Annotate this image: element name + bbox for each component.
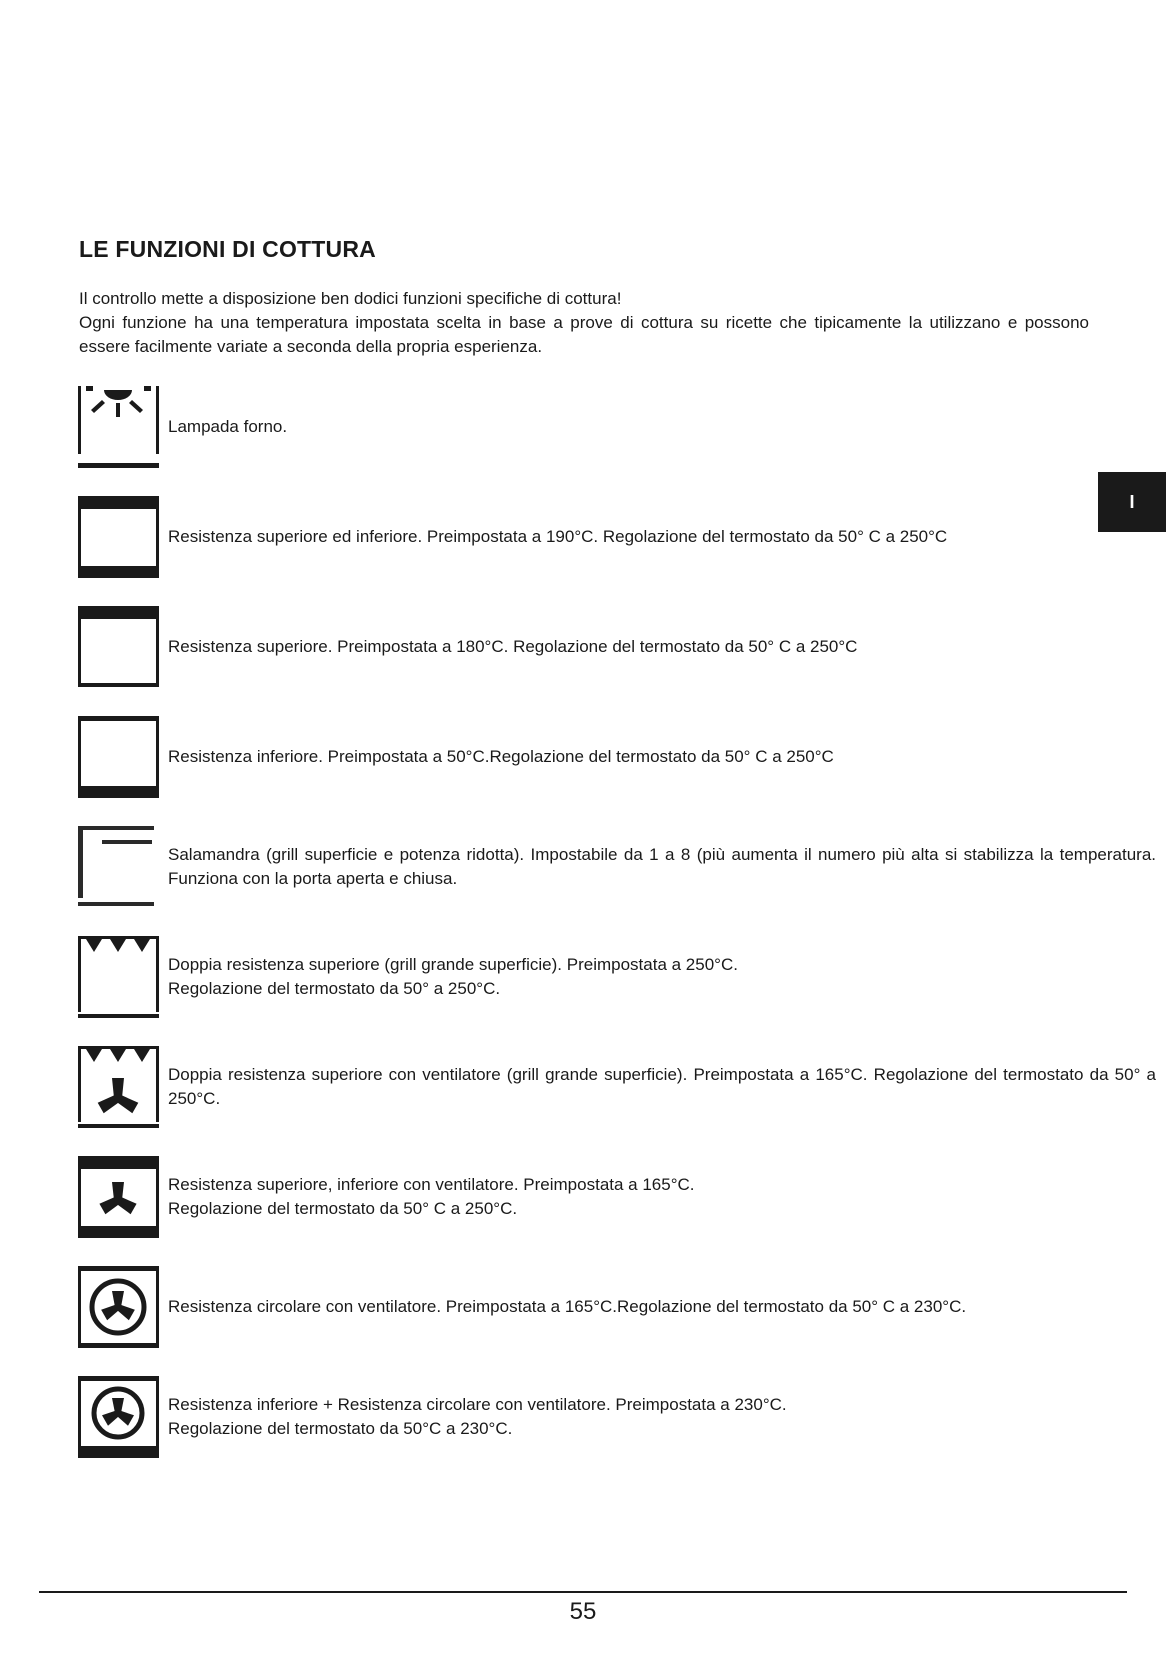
intro-line-1: Il controllo mette a disposizione ben dodici funzioni specifiche di cottura! — [79, 289, 622, 308]
oven-lamp-icon — [78, 386, 160, 468]
page-title: LE FUNZIONI DI COTTURA — [79, 236, 376, 262]
function-text: Resistenza inferiore + Resistenza circolare con ventilatore. Preimpostata a 230°C. — [168, 1395, 787, 1414]
footer-divider — [39, 1591, 1127, 1593]
function-text: Resistenza superiore ed inferiore. Preimpostata a 190°C. Regolazione del termostato da 50° C a 250°C — [168, 527, 948, 546]
function-description — [168, 1266, 1156, 1348]
circular-fan-icon — [78, 1266, 160, 1348]
salamander-grill-icon — [78, 826, 160, 908]
function-row — [78, 606, 1078, 688]
function-description — [168, 496, 1156, 578]
double-grill-fan-icon — [78, 1046, 160, 1128]
function-description — [168, 936, 1156, 1018]
function-row — [78, 1046, 1156, 1128]
function-row — [78, 936, 1078, 1018]
function-description — [168, 716, 1156, 798]
function-row — [78, 386, 1078, 468]
function-text: Doppia resistenza superiore (grill grande superficie). Preimpostata a 250°C. — [168, 955, 738, 974]
function-description — [168, 1376, 1156, 1458]
function-row — [78, 826, 1156, 908]
top-heat-icon — [78, 606, 160, 688]
top-bottom-heat-icon — [78, 496, 160, 578]
function-text: Resistenza superiore. Preimpostata a 180°C. Regolazione del termostato da 50° C a 250°C — [168, 637, 858, 656]
function-description — [168, 826, 1156, 908]
function-text: Lampada forno. — [168, 417, 288, 436]
bottom-heat-icon — [78, 716, 160, 798]
function-description — [168, 606, 1156, 688]
function-row — [78, 1266, 1078, 1348]
function-row — [78, 1156, 1078, 1238]
function-text: Resistenza circolare con ventilatore. Preimpostata a 165°C.Regolazione del termostato da 50° C a 230°C. — [168, 1297, 967, 1316]
double-grill-icon — [78, 936, 160, 1018]
function-description — [168, 386, 1156, 468]
function-text: Regolazione del termostato da 50° a 250°C. — [168, 979, 501, 998]
function-text: Regolazione del termostato da 50°C a 230°C. — [168, 1419, 513, 1438]
function-row — [78, 1376, 1078, 1458]
page-number: 55 — [569, 1598, 597, 1625]
function-row — [78, 716, 1078, 798]
intro-text — [79, 287, 1089, 359]
function-text: Salamandra (grill superficie e potenza ridotta). Impostabile da 1 a 8 (più aumenta il numero più alta si stabilizza la temperatura. Funziona con la porta aperta e chiusa. — [168, 845, 1156, 888]
function-text: Regolazione del termostato da 50° C a 250°C. — [168, 1199, 518, 1218]
bottom-circular-fan-icon — [78, 1376, 160, 1458]
function-text: Resistenza inferiore. Preimpostata a 50°C.Regolazione del termostato da 50° C a 250°C — [168, 747, 834, 766]
function-text: Doppia resistenza superiore con ventilatore (grill grande superficie). Preimpostata a 165°C. Regolazione del termostato da 50° a 250°C. — [168, 1065, 1156, 1108]
function-text: Resistenza superiore, inferiore con ventilatore. Preimpostata a 165°C. — [168, 1175, 695, 1194]
function-row — [78, 496, 1078, 578]
language-tab: I — [1098, 472, 1166, 532]
function-description — [168, 1046, 1156, 1128]
function-description — [168, 1156, 1156, 1238]
top-bottom-fan-icon — [78, 1156, 160, 1238]
intro-line-2: Ogni funzione ha una temperatura impostata scelta in base a prove di cottura su ricette che tipicamente la utilizzano e possono essere facilmente variate a seconda della propria esperienza. — [79, 313, 1089, 356]
